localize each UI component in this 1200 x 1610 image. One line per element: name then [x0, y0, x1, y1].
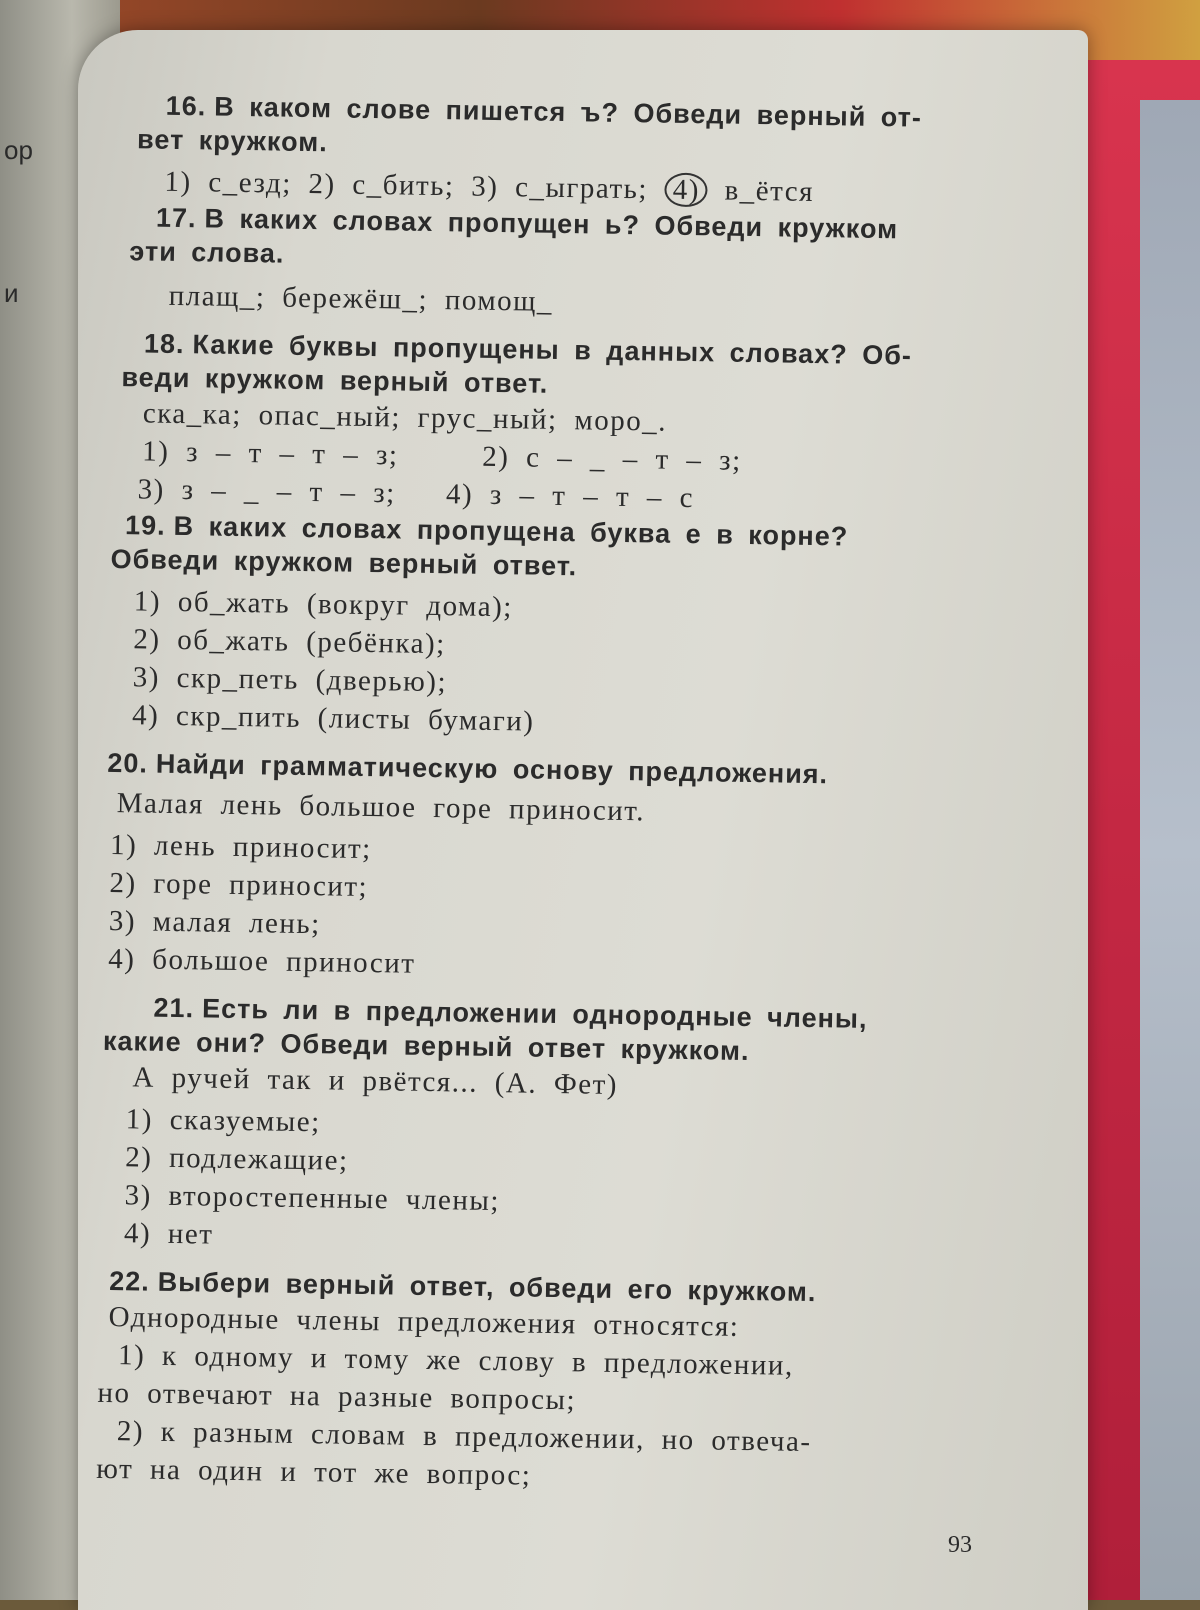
question-text: В каких словах пропущена буква е в корне?: [173, 510, 849, 552]
answer-option: 4) большое приносит: [108, 942, 416, 980]
question-text: Какие буквы пропущены в данных словах? Об-: [192, 329, 913, 371]
question-22: [96, 1264, 999, 1502]
left-page-fragment: ор: [4, 135, 33, 165]
example-sentence: А ручей так и рвётся... (А. Фет): [132, 1061, 619, 1101]
example-sentence: Малая лень большое горе приносит.: [116, 787, 646, 828]
example-sentence: Однородные члены предложения относятся:: [108, 1301, 740, 1343]
answer-words: плащ_; бережёш_; помощ_: [168, 279, 554, 318]
question-20: [104, 746, 1008, 992]
question-number: 22.: [109, 1266, 151, 1297]
answer-options: 3) з – _ – т – з; 4) з – т – т – с: [137, 473, 695, 515]
question-21: [100, 990, 1004, 1266]
background-right: [1140, 100, 1200, 1600]
answer-option: 3) малая лень;: [108, 904, 321, 941]
left-page-fragment: и: [4, 278, 19, 308]
answer-option: 3) скр_петь (дверью);: [132, 661, 448, 699]
question-text: В каком слове пишется ъ? Обведи верный от-: [214, 91, 923, 133]
question-text: эти слова.: [129, 236, 285, 269]
question-number: 17.: [155, 202, 197, 234]
circled-answer: 4): [664, 173, 708, 208]
question-19: [108, 508, 1011, 748]
answer-option: 1) об_жать (вокруг дома);: [133, 585, 514, 624]
answer-option: 3) второстепенные члены;: [124, 1179, 501, 1218]
answer-option: 4) нет: [123, 1217, 214, 1251]
question-16: [116, 88, 1018, 214]
question-number: 16.: [165, 90, 207, 122]
question-text: Найди грамматическую основу предложения.: [155, 748, 829, 790]
question-number: 20.: [107, 747, 149, 779]
workbook-page: [78, 30, 1088, 1610]
question-text: веди кружком верный ответ.: [121, 362, 549, 399]
question-text: вет кружком.: [136, 124, 328, 158]
question-text: Есть ли в предложении однородные члены,: [201, 993, 868, 1034]
question-text: Выбери верный ответ, обведи его кружком.: [157, 1266, 817, 1308]
answer-option-continued: ют на один и тот же вопрос;: [96, 1452, 532, 1492]
answer-option: 2) горе приносит;: [109, 866, 369, 904]
page-number: 93: [948, 1532, 972, 1558]
answer-option: 4) скр_пить (листы бумаги): [131, 699, 535, 738]
question-18: [111, 326, 1014, 522]
example-words: ска_ка; опас_ный; грус_ный; моро_.: [142, 397, 668, 438]
answer-option: 2) к разным словам в предложении, но отвеча-: [116, 1415, 812, 1459]
question-text: Обведи кружком верный ответ.: [110, 543, 578, 582]
page-content: [96, 88, 1018, 1502]
answer-option: в_ётся: [724, 174, 815, 208]
answer-options: 1) з – т – т – з; 2) с – _ – т – з;: [142, 435, 742, 477]
question-text: В каких словах пропущен ь? Обведи кружком: [204, 203, 899, 245]
question-number: 18.: [143, 328, 185, 360]
answer-option: 2) об_жать (ребёнка);: [133, 623, 446, 661]
question-text: какие они? Обведи верный ответ кружком.: [102, 1025, 750, 1067]
answer-option: 1) сказуемые;: [125, 1103, 321, 1139]
answer-options: 1) с_езд; 2) с_бить; 3) с_ыграть;: [164, 165, 649, 206]
answer-option: 1) к одному и тому же слову в предложении,: [117, 1339, 794, 1382]
question-17: [114, 200, 1016, 328]
question-number: 21.: [153, 992, 195, 1024]
answer-option: 1) лень приносит;: [109, 828, 372, 866]
answer-option: 2) подлежащие;: [124, 1141, 349, 1177]
question-number: 19.: [124, 510, 166, 541]
answer-option-continued: но отвечают на разные вопросы;: [97, 1376, 577, 1417]
